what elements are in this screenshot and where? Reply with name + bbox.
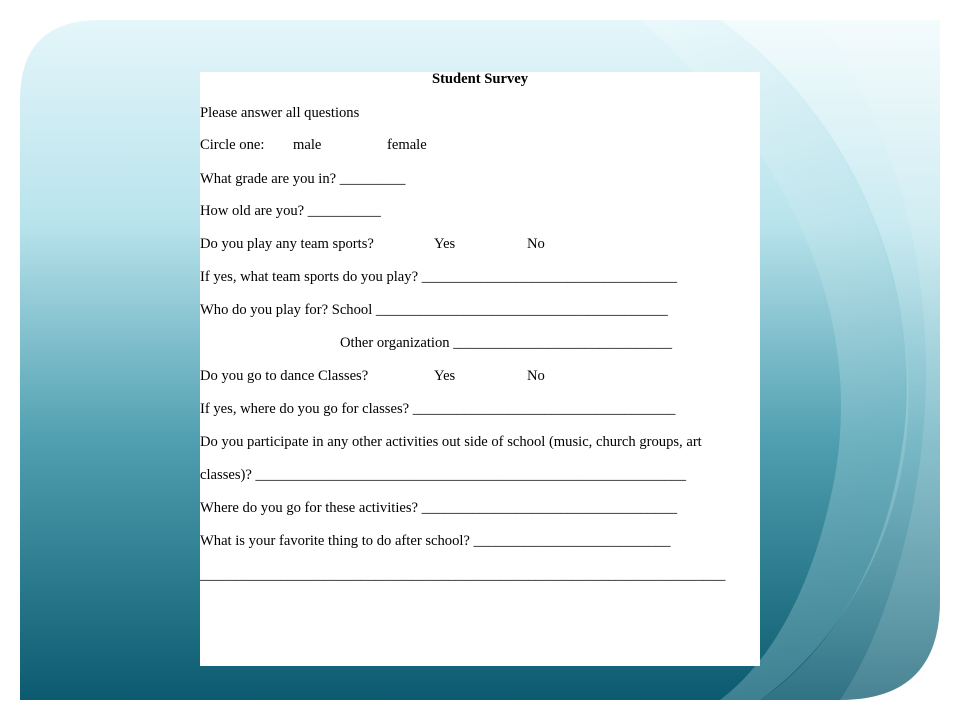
- activities-where-question: Where do you go for these activities? ___________________________________: [200, 500, 678, 516]
- play-for-school-question: Who do you play for? School ________________________________________: [200, 302, 668, 318]
- which-sports-question: If yes, what team sports do you play? ___________________________________: [200, 269, 678, 285]
- team-sports-yes: Yes: [434, 236, 456, 252]
- dance-where-question: If yes, where do you go for classes? ____________________________________: [200, 401, 676, 417]
- other-activities-question-line1: Do you participate in any other activities out side of school (music, church groups, art: [200, 434, 702, 450]
- survey-title: Student Survey: [431, 71, 529, 87]
- other-organization-question: Other organization ______________________________: [340, 335, 673, 351]
- team-sports-no: No: [527, 236, 545, 252]
- gender-option-female: female: [387, 137, 427, 153]
- team-sports-question: Do you play any team sports?: [200, 236, 374, 252]
- gender-label: Circle one:: [200, 137, 265, 153]
- dance-no: No: [527, 368, 545, 384]
- favorite-thing-question: What is your favorite thing to do after school? ___________________________: [200, 533, 671, 549]
- dance-yes: Yes: [434, 368, 456, 384]
- dance-question: Do you go to dance Classes?: [200, 368, 369, 384]
- gender-option-male: male: [293, 137, 322, 153]
- grade-question: What grade are you in? _________: [200, 171, 406, 187]
- other-activities-question-line2: classes)? ___________________________________________________________: [200, 467, 687, 483]
- age-question: How old are you? __________: [200, 203, 381, 219]
- instructions-text: Please answer all questions: [200, 105, 360, 121]
- blank-answer-line: ________________________________________________________________________: [200, 567, 726, 583]
- survey-document: [200, 72, 760, 666]
